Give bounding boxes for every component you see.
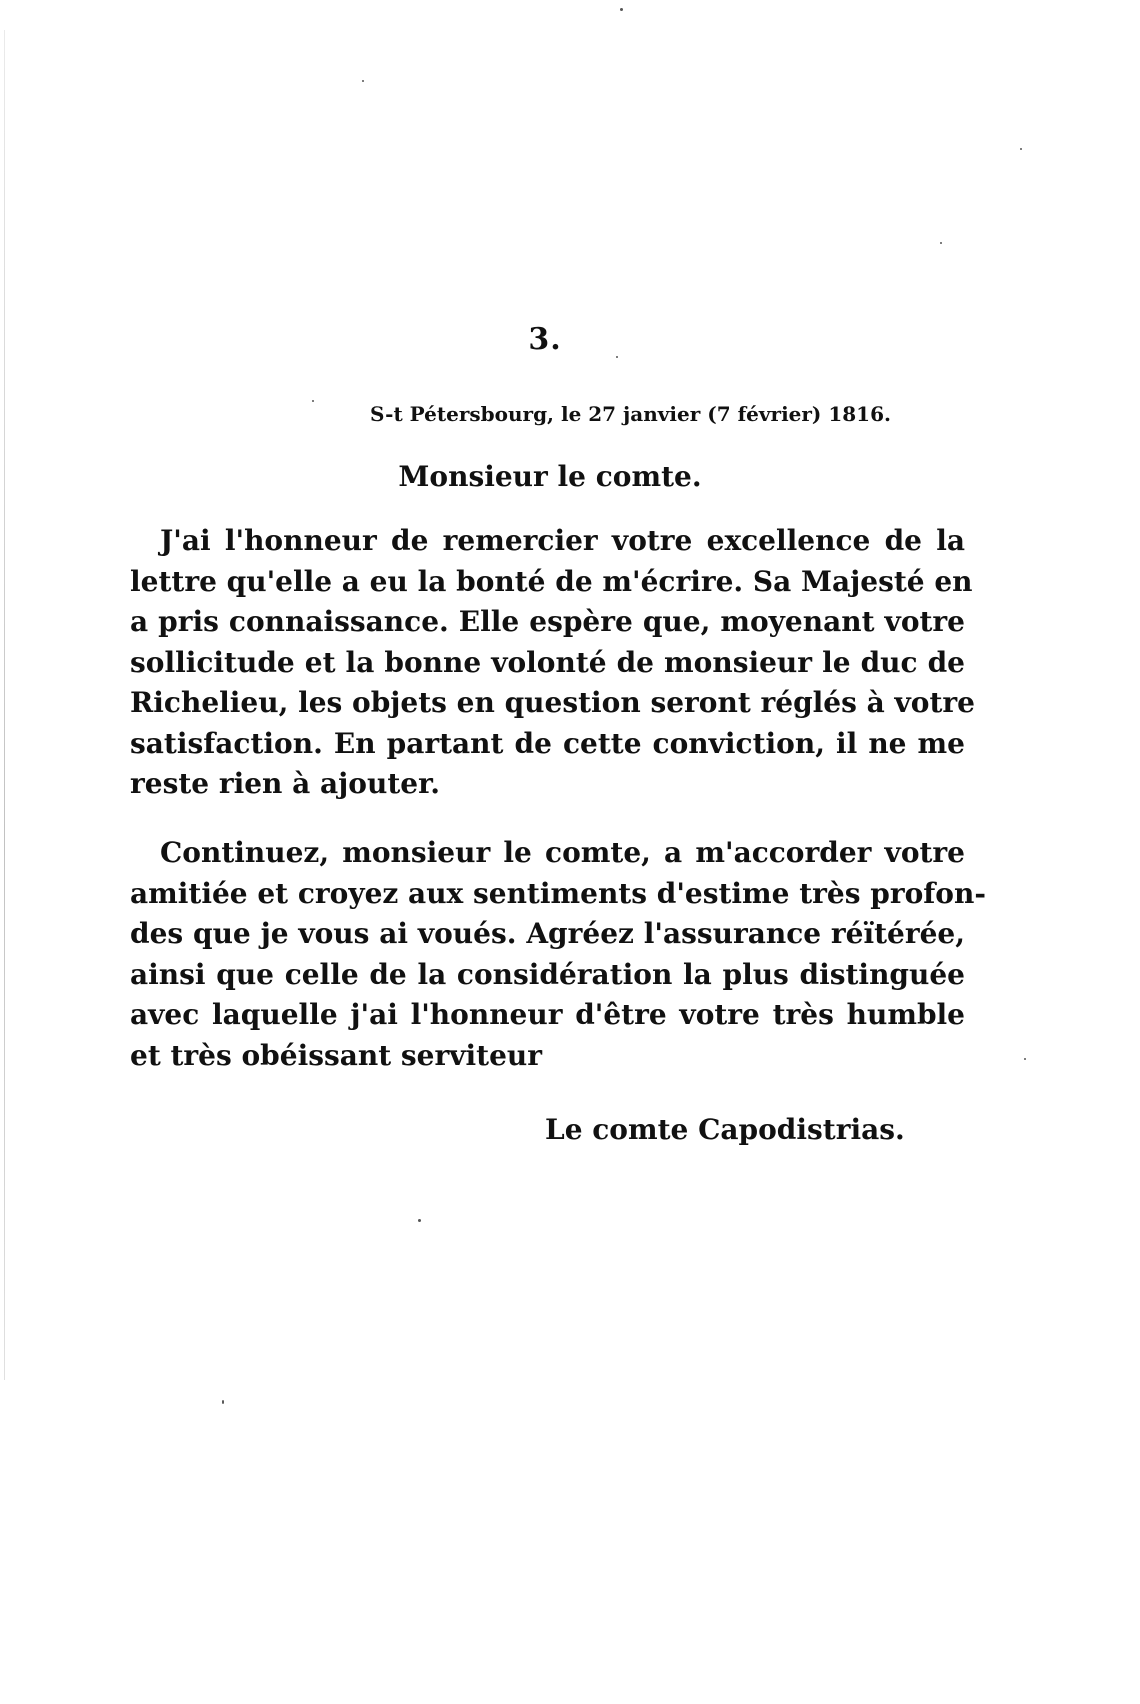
text-line: satisfaction. En partant de cette conviction, il ne me xyxy=(130,726,965,760)
ink-speck xyxy=(222,1400,224,1404)
text-line: sollicitude et la bonne volonté de monsieur le duc de xyxy=(130,645,965,679)
signature: Le comte Capodistrias. xyxy=(545,1113,905,1146)
text-line: J'ai l'honneur de remercier votre excellence de la xyxy=(160,524,965,557)
text-line: lettre qu'elle a eu la bonté de m'écrire. Sa Majesté en xyxy=(130,564,973,598)
ink-speck xyxy=(362,80,364,82)
text-line: Richelieu, les objets en question seront réglés à votre xyxy=(130,686,975,719)
letter-number: 3. xyxy=(528,322,562,357)
ink-speck xyxy=(1020,148,1022,150)
ink-speck xyxy=(418,1219,421,1222)
text-line: des que je vous ai voués. Agréez l'assurance réïtérée, xyxy=(130,917,965,950)
text-line: a pris connaissance. Elle espère que, moyenant votre xyxy=(130,605,965,638)
text-line: avec laquelle j'ai l'honneur d'être votre très humble xyxy=(130,998,965,1031)
text-line: amitiée et croyez aux sentiments d'estime très profon- xyxy=(130,876,986,910)
page-edge-shadow xyxy=(4,30,5,1380)
paragraph-2 xyxy=(130,833,986,1076)
text-line: Continuez, monsieur le comte, a m'accorder votre xyxy=(160,836,965,869)
dateline: S-t Pétersbourg, le 27 janvier (7 février) 1816. xyxy=(370,402,891,426)
text-line: et très obéissant serviteur xyxy=(130,1038,543,1072)
salutation: Monsieur le comte. xyxy=(398,460,702,493)
text-line: reste rien à ajouter. xyxy=(130,767,441,800)
paragraph-1 xyxy=(130,521,975,805)
text-line: ainsi que celle de la considération la plus distinguée xyxy=(130,957,965,991)
ink-speck xyxy=(940,242,942,244)
ink-speck xyxy=(620,8,623,11)
ink-speck xyxy=(1024,1058,1026,1060)
ink-speck xyxy=(312,400,314,402)
